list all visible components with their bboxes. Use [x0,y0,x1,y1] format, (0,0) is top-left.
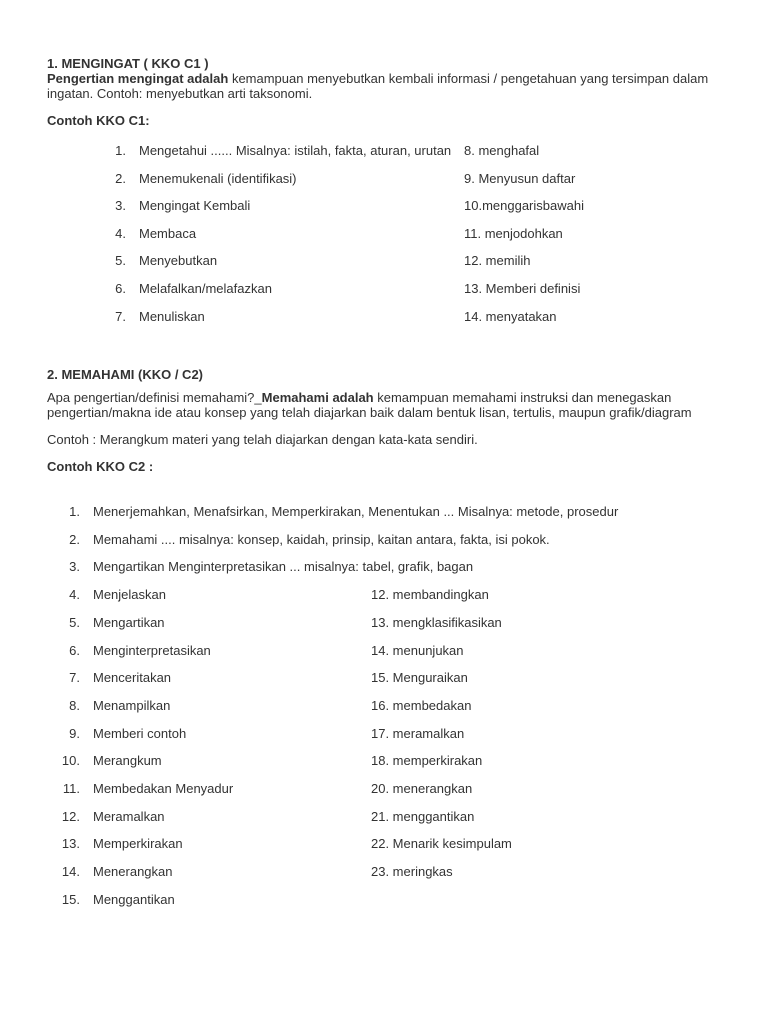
list-item-number: 1. [69,504,80,519]
list-item-number: 8. [69,698,80,713]
list-item: Menerjemahkan, Menafsirkan, Memperkirakan, Menentukan ... Misalnya: metode, prosedur [93,504,619,519]
list-item: Melafalkan/melafazkan [139,281,272,296]
list-item: Mengetahui ...... Misalnya: istilah, fakta, aturan, urutan [139,143,452,158]
list-item: 21. menggantikan [371,809,475,824]
list-item: 13. mengklasifikasikan [371,615,502,630]
list-item: Menggantikan [93,892,175,907]
list-item: Menuliskan [139,309,205,324]
section2-question: Apa pengertian/definisi memahami?_ [47,390,262,405]
list-item: 12. membandingkan [371,587,489,602]
section2-definition [47,390,717,420]
list-item-number: 12. [61,809,80,824]
list-item: 18. memperkirakan [371,753,483,768]
list-item: 11. menjodohkan [464,226,563,241]
section2-definition-bold: Memahami adalah [261,390,374,405]
list-item-number: 7. [115,309,126,324]
section1-definition-text: kemampuan menyebutkan kembali informasi / pengetahuan yang tersimpan dalam ingatan. Contoh: menyebutkan arti taksonomi. [47,71,709,101]
list-item-number: 3. [69,559,80,574]
list-item: Memberi contoh [93,726,187,741]
list-item-number: 4. [69,587,80,602]
list-item: Meramalkan [93,809,165,824]
list-item: Menerangkan [93,864,173,879]
list-item: Memperkirakan [93,836,183,851]
list-item-number: 9. [69,726,80,741]
list-item-number: 6. [69,643,80,658]
list-item: Menyebutkan [139,253,218,268]
section2-contoh: Contoh : Merangkum materi yang telah diajarkan dengan kata-kata sendiri. [47,432,478,447]
list-item-number: 5. [69,615,80,630]
section2-definition-text: kemampuan memahami instruksi dan menegaskan pengertian/makna ide atau konsep yang telah diajarkan baik dalam bentuk lisan, tertulis, maupun grafik/diagram [47,390,692,420]
list-item: 12. memilih [464,253,531,268]
list-item-number: 10. [61,753,80,768]
section1-definition [47,71,717,101]
list-item: 13. Memberi definisi [464,281,581,296]
list-item: Mengartikan [93,615,165,630]
list-item-number: 2. [115,171,126,186]
list-item: 16. membedakan [371,698,472,713]
list-item-number: 11. [62,781,80,796]
list-item: Menceritakan [93,670,172,685]
list-item: 15. Menguraikan [371,670,468,685]
list-item: Membaca [139,226,197,241]
section1-heading: 1. MENGINGAT ( KKO C1 ) [47,56,209,71]
list-item: 23. meringkas [371,864,453,879]
list-item-number: 6. [115,281,126,296]
list-item: Menjelaskan [93,587,166,602]
list-item: 8. menghafal [464,143,540,158]
list-item: Membedakan Menyadur [93,781,234,796]
list-item: 22. Menarik kesimpulam [371,836,512,851]
section1-contoh-heading: Contoh KKO C1: [47,113,150,128]
list-item-number: 5. [115,253,126,268]
list-item: 10.menggarisbawahi [464,198,584,213]
section2-heading: 2. MEMAHAMI (KKO / C2) [47,367,203,382]
list-item: 14. menunjukan [371,643,464,658]
list-item: Menemukenali (identifikasi) [139,171,297,186]
list-item: Menampilkan [93,698,171,713]
list-item-number: 7. [69,670,80,685]
list-item: Mengartikan Menginterpretasikan ... misalnya: tabel, grafik, bagan [93,559,474,574]
list-item-number: 3. [115,198,126,213]
list-item-number: 14. [61,864,80,879]
list-item: 9. Menyusun daftar [464,171,576,186]
list-item-number: 15. [61,892,80,907]
list-item: 14. menyatakan [464,309,557,324]
section2-contoh-heading: Contoh KKO C2 : [47,459,154,474]
list-item: Menginterpretasikan [93,643,211,658]
list-item: 17. meramalkan [371,726,465,741]
section1-definition-bold: Pengertian mengingat adalah [47,71,229,86]
list-item-number: 2. [69,532,80,547]
list-item-number: 13. [61,836,80,851]
list-item: Merangkum [93,753,162,768]
list-item: 20. menerangkan [371,781,473,796]
list-item: Memahami .... misalnya: konsep, kaidah, prinsip, kaitan antara, fakta, isi pokok. [93,532,550,547]
list-item: Mengingat Kembali [139,198,251,213]
list-item-number: 4. [115,226,126,241]
list-item-number: 1. [115,143,126,158]
